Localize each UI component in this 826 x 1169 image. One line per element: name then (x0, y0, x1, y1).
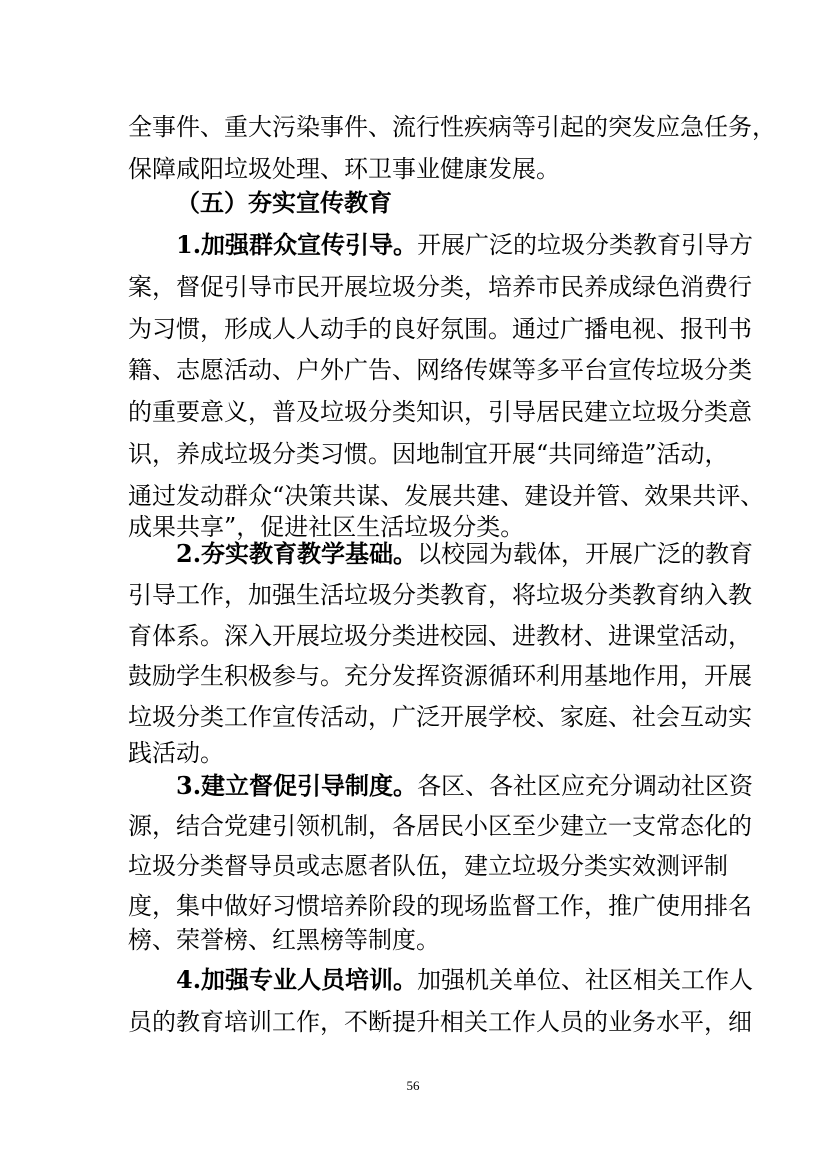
paragraph-line: 榜、荣誉榜、红黑榜等制度。 (128, 926, 440, 954)
paragraph-line: 垃圾分类督导员或志愿者队伍，建立垃圾分类实效测评制 (128, 852, 728, 880)
paragraph-line: 为习惯，形成人人动手的良好氛围。通过广播电视、报刊书 (128, 315, 752, 343)
item-title: 2.夯实教育教学基础。 (176, 539, 418, 568)
item-text: 开展广泛的垃圾分类教育引导方 (417, 231, 754, 259)
paragraph-line: 源，结合党建引领机制，各居民小区至少建立一支常态化的 (128, 812, 752, 840)
paragraph-line: 的重要意义，普及垃圾分类知识，引导居民建立垃圾分类意 (128, 398, 752, 426)
item-text: 各区、各社区应充分调动社区资 (417, 772, 754, 800)
paragraph-line: 育体系。深入开展垃圾分类进校园、进教材、进课堂活动， (128, 622, 752, 650)
paragraph-line: 鼓励学生积极参与。充分发挥资源循环利用基地作用，开展 (128, 662, 752, 690)
item-title: 1.加强群众宣传引导。 (176, 230, 418, 259)
item-title: 4.加强专业人员培训。 (176, 965, 418, 994)
paragraph-line: 全事件、重大污染事件、流行性疾病等引起的突发应急任务， (128, 113, 776, 141)
paragraph-first-line (176, 965, 754, 995)
paragraph-line: 保障咸阳垃圾处理、环卫事业健康发展。 (128, 155, 560, 183)
item-text: 加强机关单位、社区相关工作人 (417, 966, 754, 994)
paragraph-line: 引导工作，加强生活垃圾分类教育，将垃圾分类教育纳入教 (128, 581, 752, 609)
paragraph-line: 度，集中做好习惯培养阶段的现场监督工作，推广使用排名 (128, 892, 752, 920)
item-title: 3.建立督促引导制度。 (176, 771, 418, 800)
paragraph-first-line (176, 771, 754, 801)
paragraph-line: 识，养成垃圾分类习惯。因地制宜开展“共同缔造”活动， (128, 440, 729, 468)
paragraph-line: 通过发动群众“决策共谋、发展共建、建设并管、效果共评、 (128, 482, 765, 510)
paragraph-line: 垃圾分类工作宣传活动，广泛开展学校、家庭、社会互动实 (128, 703, 752, 731)
paragraph-line: 践活动。 (128, 739, 224, 767)
item-text: 以校园为载体，开展广泛的教育 (417, 540, 754, 568)
paragraph-first-line (176, 230, 754, 260)
page-number: 56 (406, 1078, 420, 1093)
paragraph-line: 籍、志愿活动、户外广告、网络传媒等多平台宣传垃圾分类 (128, 356, 752, 384)
paragraph-line: 成果共享”，促进社区生活垃圾分类。 (128, 513, 525, 541)
paragraph-line: 员的教育培训工作，不断提升相关工作人员的业务水平，细 (128, 1008, 752, 1036)
paragraph-line: 案，督促引导市民开展垃圾分类，培养市民养成绿色消费行 (128, 273, 752, 301)
paragraph-first-line (176, 539, 754, 569)
section-heading: （五）夯实宣传教育 (176, 188, 392, 217)
